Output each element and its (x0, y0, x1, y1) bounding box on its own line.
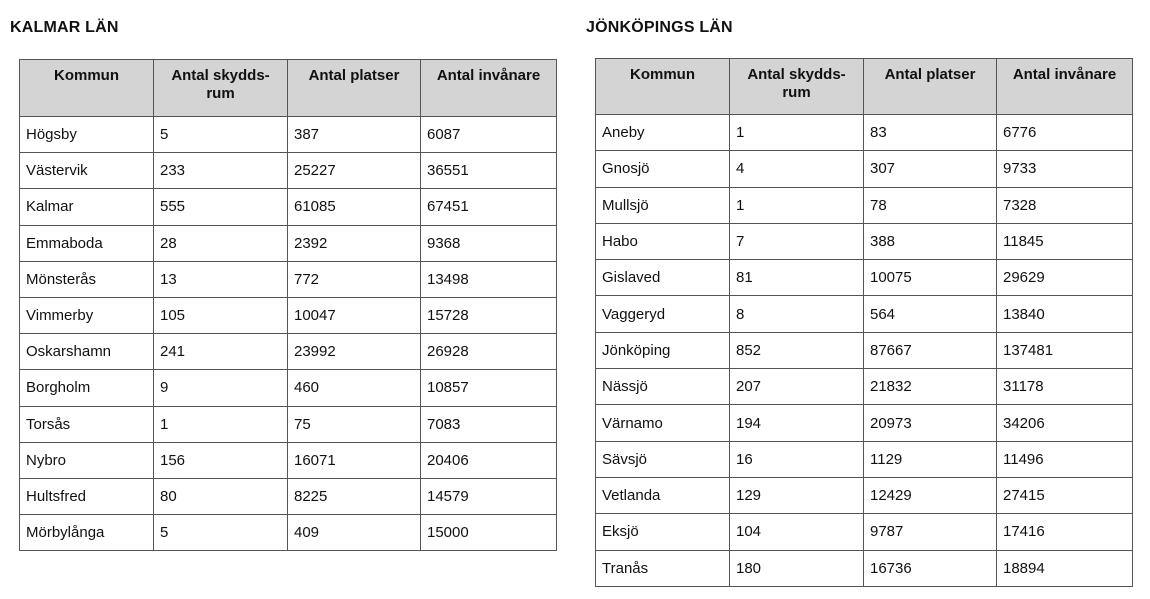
cell-antal-invanare: 18894 (997, 550, 1133, 586)
cell-antal-platser: 564 (864, 296, 997, 332)
cell-antal-invanare: 29629 (997, 260, 1133, 296)
table-row (596, 441, 1133, 477)
header-antal-skyddsrum: Antal skydds-rum (730, 59, 864, 115)
cell-antal-skyddsrum: 233 (154, 153, 288, 189)
cell-antal-platser: 16071 (288, 442, 421, 478)
cell-antal-skyddsrum: 16 (730, 441, 864, 477)
section-title: KALMAR LÄN (10, 19, 119, 36)
cell-kommun: Emmaboda (20, 225, 154, 261)
table-header-row (596, 59, 1133, 115)
cell-antal-skyddsrum: 156 (154, 442, 288, 478)
table-row (596, 369, 1133, 405)
table-header-row (20, 60, 557, 117)
cell-kommun: Vimmerby (20, 297, 154, 333)
cell-kommun: Högsby (20, 117, 154, 153)
table-row (596, 151, 1133, 187)
header-kommun: Kommun (20, 60, 154, 117)
cell-antal-invanare: 7083 (421, 406, 557, 442)
cell-kommun: Nybro (20, 442, 154, 478)
table-row (20, 334, 557, 370)
table-row (596, 477, 1133, 513)
cell-antal-skyddsrum: 5 (154, 515, 288, 551)
header-kommun: Kommun (596, 59, 730, 115)
header-antal-platser: Antal platser (864, 59, 997, 115)
cell-antal-platser: 78 (864, 187, 997, 223)
cell-kommun: Borgholm (20, 370, 154, 406)
cell-antal-platser: 1129 (864, 441, 997, 477)
cell-antal-platser: 10047 (288, 297, 421, 333)
cell-antal-platser: 83 (864, 115, 997, 151)
cell-antal-skyddsrum: 4 (730, 151, 864, 187)
cell-kommun: Oskarshamn (20, 334, 154, 370)
cell-antal-invanare: 11845 (997, 223, 1133, 259)
table-row (596, 260, 1133, 296)
cell-kommun: Hultsfred (20, 478, 154, 514)
cell-antal-invanare: 34206 (997, 405, 1133, 441)
cell-antal-platser: 460 (288, 370, 421, 406)
table-row (596, 296, 1133, 332)
cell-kommun: Mullsjö (596, 187, 730, 223)
cell-antal-invanare: 20406 (421, 442, 557, 478)
cell-antal-platser: 21832 (864, 369, 997, 405)
table-row (20, 442, 557, 478)
cell-antal-invanare: 9368 (421, 225, 557, 261)
cell-antal-skyddsrum: 207 (730, 369, 864, 405)
cell-antal-invanare: 6087 (421, 117, 557, 153)
cell-antal-invanare: 15728 (421, 297, 557, 333)
cell-antal-invanare: 26928 (421, 334, 557, 370)
cell-antal-platser: 16736 (864, 550, 997, 586)
cell-antal-skyddsrum: 8 (730, 296, 864, 332)
cell-kommun: Torsås (20, 406, 154, 442)
table-row (596, 332, 1133, 368)
cell-antal-skyddsrum: 194 (730, 405, 864, 441)
cell-kommun: Gislaved (596, 260, 730, 296)
cell-kommun: Sävsjö (596, 441, 730, 477)
cell-antal-invanare: 11496 (997, 441, 1133, 477)
table-row (596, 550, 1133, 586)
cell-antal-invanare: 27415 (997, 477, 1133, 513)
cell-antal-skyddsrum: 105 (154, 297, 288, 333)
table-row (596, 115, 1133, 151)
cell-kommun: Gnosjö (596, 151, 730, 187)
cell-antal-invanare: 137481 (997, 332, 1133, 368)
cell-antal-skyddsrum: 5 (154, 117, 288, 153)
cell-kommun: Kalmar (20, 189, 154, 225)
header-antal-invanare: Antal invånare (997, 59, 1133, 115)
cell-antal-platser: 388 (864, 223, 997, 259)
table-row (596, 187, 1133, 223)
cell-antal-invanare: 14579 (421, 478, 557, 514)
table-row (20, 261, 557, 297)
table-row (596, 514, 1133, 550)
cell-kommun: Mörbylånga (20, 515, 154, 551)
cell-antal-platser: 409 (288, 515, 421, 551)
cell-kommun: Nässjö (596, 369, 730, 405)
cell-antal-invanare: 15000 (421, 515, 557, 551)
cell-antal-skyddsrum: 104 (730, 514, 864, 550)
cell-antal-invanare: 9733 (997, 151, 1133, 187)
table-row (20, 406, 557, 442)
cell-antal-platser: 387 (288, 117, 421, 153)
cell-antal-skyddsrum: 129 (730, 477, 864, 513)
cell-antal-platser: 75 (288, 406, 421, 442)
cell-antal-skyddsrum: 1 (154, 406, 288, 442)
header-antal-invanare: Antal invånare (421, 60, 557, 117)
table-row (20, 117, 557, 153)
table-row (20, 370, 557, 406)
cell-kommun: Vetlanda (596, 477, 730, 513)
cell-antal-skyddsrum: 81 (730, 260, 864, 296)
cell-antal-platser: 23992 (288, 334, 421, 370)
cell-antal-invanare: 17416 (997, 514, 1133, 550)
cell-kommun: Habo (596, 223, 730, 259)
cell-antal-skyddsrum: 1 (730, 187, 864, 223)
cell-antal-invanare: 67451 (421, 189, 557, 225)
cell-antal-platser: 61085 (288, 189, 421, 225)
cell-antal-skyddsrum: 180 (730, 550, 864, 586)
table-row (20, 478, 557, 514)
cell-antal-skyddsrum: 28 (154, 225, 288, 261)
table-row (20, 225, 557, 261)
cell-kommun: Vaggeryd (596, 296, 730, 332)
cell-antal-skyddsrum: 241 (154, 334, 288, 370)
table-row (20, 153, 557, 189)
cell-antal-platser: 8225 (288, 478, 421, 514)
cell-antal-platser: 25227 (288, 153, 421, 189)
cell-antal-skyddsrum: 9 (154, 370, 288, 406)
cell-antal-platser: 9787 (864, 514, 997, 550)
cell-antal-platser: 2392 (288, 225, 421, 261)
cell-antal-invanare: 13840 (997, 296, 1133, 332)
table-row (20, 189, 557, 225)
cell-antal-platser: 10075 (864, 260, 997, 296)
cell-kommun: Tranås (596, 550, 730, 586)
cell-antal-invanare: 36551 (421, 153, 557, 189)
cell-antal-invanare: 7328 (997, 187, 1133, 223)
cell-antal-skyddsrum: 13 (154, 261, 288, 297)
cell-antal-invanare: 31178 (997, 369, 1133, 405)
cell-antal-skyddsrum: 1 (730, 115, 864, 151)
cell-antal-platser: 20973 (864, 405, 997, 441)
table-row (596, 405, 1133, 441)
cell-kommun: Eksjö (596, 514, 730, 550)
cell-antal-skyddsrum: 852 (730, 332, 864, 368)
cell-kommun: Jönköping (596, 332, 730, 368)
cell-antal-platser: 772 (288, 261, 421, 297)
cell-antal-skyddsrum: 555 (154, 189, 288, 225)
cell-antal-skyddsrum: 80 (154, 478, 288, 514)
cell-antal-platser: 12429 (864, 477, 997, 513)
cell-antal-skyddsrum: 7 (730, 223, 864, 259)
table-row (596, 223, 1133, 259)
cell-antal-invanare: 10857 (421, 370, 557, 406)
cell-antal-invanare: 6776 (997, 115, 1133, 151)
cell-kommun: Västervik (20, 153, 154, 189)
header-antal-platser: Antal platser (288, 60, 421, 117)
table-row (20, 515, 557, 551)
table-row (20, 297, 557, 333)
cell-kommun: Mönsterås (20, 261, 154, 297)
cell-antal-invanare: 13498 (421, 261, 557, 297)
jonkoping-table (595, 58, 1133, 587)
cell-kommun: Värnamo (596, 405, 730, 441)
cell-antal-platser: 307 (864, 151, 997, 187)
cell-antal-platser: 87667 (864, 332, 997, 368)
kalmar-table (19, 59, 557, 551)
header-antal-skyddsrum: Antal skydds-rum (154, 60, 288, 117)
cell-kommun: Aneby (596, 115, 730, 151)
section-title: JÖNKÖPINGS LÄN (586, 19, 733, 36)
